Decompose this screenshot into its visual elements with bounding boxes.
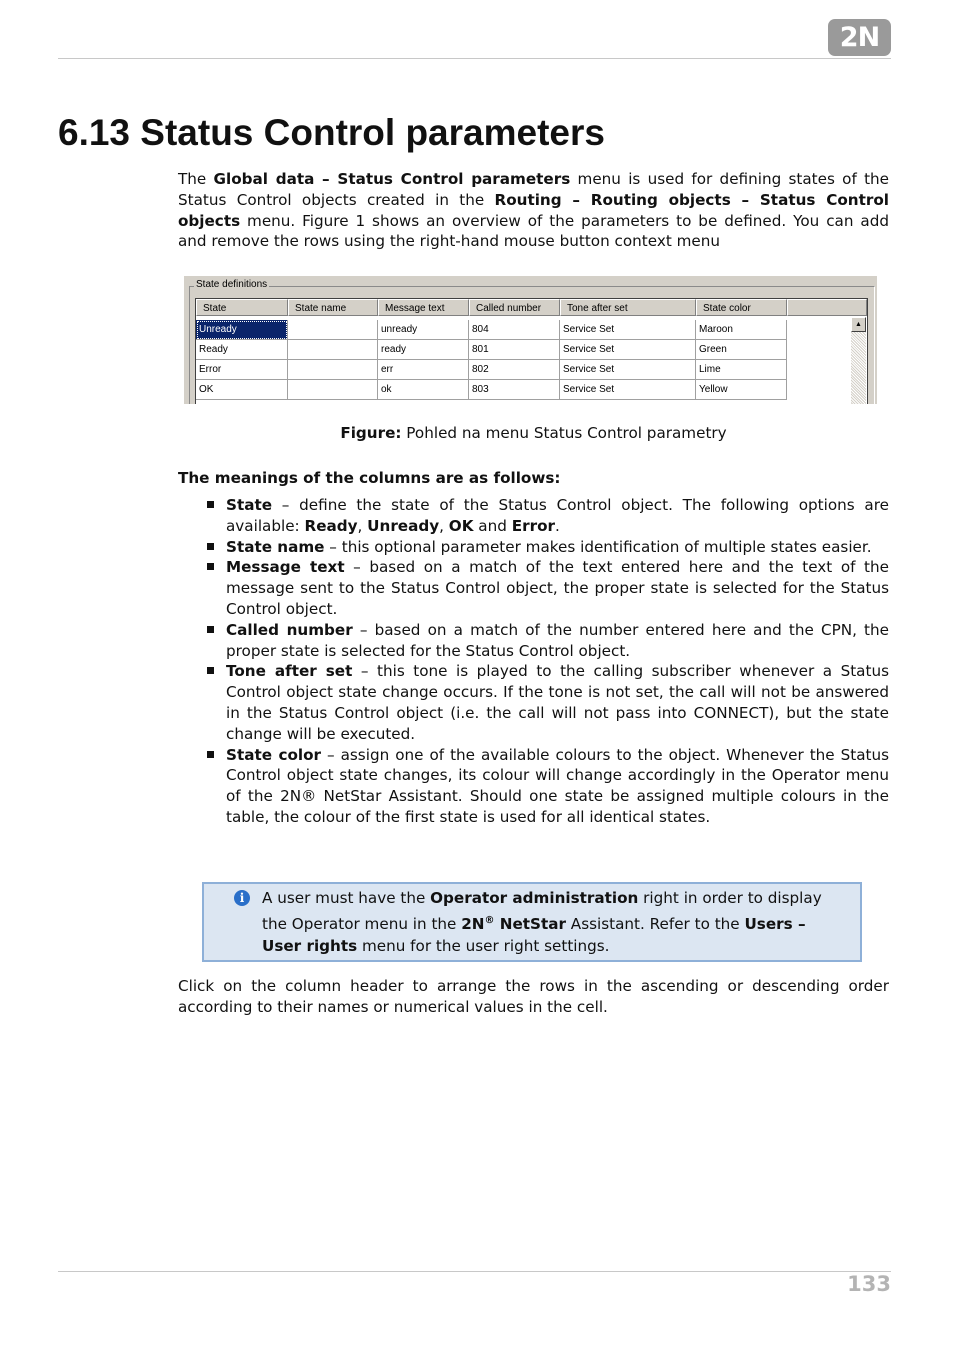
- vertical-scrollbar[interactable]: [851, 317, 866, 404]
- col-header-tone-after-set[interactable]: Tone after set: [560, 299, 696, 316]
- grid-cell[interactable]: OK: [196, 380, 288, 400]
- list-item: Tone after set – this tone is played to the calling subscriber whenever a Status Control object state change occurs. If the tone is not set, the call will not be answered in the Status Control object (i.e. the call will not pass into CONNECT), but the state change will be executed.: [178, 661, 889, 744]
- bullet-square-icon: [207, 501, 214, 508]
- grid-cell[interactable]: 803: [469, 380, 560, 400]
- bullet-square-icon: [207, 667, 214, 674]
- header-rule: [58, 58, 891, 59]
- info-note-box: [202, 882, 862, 962]
- bullet-square-icon: [207, 751, 214, 758]
- grid-cell[interactable]: [288, 360, 378, 380]
- scroll-up-arrow-icon[interactable]: ▲: [851, 317, 866, 332]
- state-grid: [195, 298, 868, 404]
- list-item: State color – assign one of the available colours to the object. Whenever the Status Control object state changes, its colour will change accordingly in the Operator menu of the 2N® NetStar Assistant. Should one state be assigned multiple colours in the table, the colour of the first state is used for all identical states.: [178, 745, 889, 828]
- grid-cell[interactable]: Service Set: [560, 360, 696, 380]
- grid-cell[interactable]: Maroon: [696, 320, 787, 340]
- grid-cell[interactable]: 802: [469, 360, 560, 380]
- info-icon: i: [234, 890, 250, 906]
- bullet-square-icon: [207, 626, 214, 633]
- grid-cell[interactable]: ready: [378, 340, 469, 360]
- bullet-square-icon: [207, 563, 214, 570]
- group-label: State definitions: [196, 279, 268, 290]
- section-heading: The meanings of the columns are as follows:: [178, 469, 561, 487]
- grid-cell[interactable]: 801: [469, 340, 560, 360]
- grid-cell[interactable]: Unready: [196, 320, 288, 340]
- list-item: Message text – based on a match of the text entered here and the text of the message sent to the Status Control object, the proper state is selected for the Status Control object.: [178, 557, 889, 619]
- grid-cell[interactable]: Service Set: [560, 380, 696, 400]
- grid-cell[interactable]: err: [378, 360, 469, 380]
- page-title: 6.13 Status Control parameters: [58, 112, 605, 153]
- column-meanings-list: [178, 495, 889, 828]
- col-header-filler: [787, 299, 867, 316]
- col-header-called-number[interactable]: Called number: [469, 299, 560, 316]
- list-item: State – define the state of the Status Control object. The following options are available: Ready, Unready, OK and Error.: [178, 495, 889, 537]
- intro-paragraph: The Global data – Status Control parameters menu is used for defining states of the Status Control objects created in the Routing – Routing objects – Status Control objects menu. Figure 1 shows an overview of the parameters to be defined. You can add and remove the rows using the right-hand mouse button context menu: [178, 170, 889, 251]
- grid-cell[interactable]: 804: [469, 320, 560, 340]
- grid-cell[interactable]: ok: [378, 380, 469, 400]
- grid-cell[interactable]: Ready: [196, 340, 288, 360]
- list-item: Called number – based on a match of the number entered here and the CPN, the proper state is selected for the Status Control object.: [178, 620, 889, 662]
- grid-cell[interactable]: Lime: [696, 360, 787, 380]
- col-header-state-name[interactable]: State name: [288, 299, 378, 316]
- grid-cell[interactable]: Service Set: [560, 320, 696, 340]
- figure-caption: Figure: Pohled na menu Status Control parametry: [340, 424, 727, 442]
- bullet-square-icon: [207, 543, 214, 550]
- grid-cell[interactable]: Green: [696, 340, 787, 360]
- grid-cell[interactable]: [288, 340, 378, 360]
- note-text: A user must have the Operator administration right in order to display the Operator menu in the 2N® NetStar Assistant. Refer to the Users – User rights menu for the user right settings.: [262, 889, 822, 956]
- grid-cell[interactable]: unready: [378, 320, 469, 340]
- closing-paragraph: Click on the column header to arrange the rows in the ascending or descending order according to their names or numerical values in the cell.: [178, 977, 889, 1016]
- footer-rule: [58, 1271, 891, 1272]
- col-header-state[interactable]: State: [196, 299, 288, 316]
- grid-cell[interactable]: Error: [196, 360, 288, 380]
- col-header-message-text[interactable]: Message text: [378, 299, 469, 316]
- list-item: State name – this optional parameter makes identification of multiple states easier.: [178, 537, 889, 558]
- grid-cell[interactable]: [288, 320, 378, 340]
- grid-cell[interactable]: Yellow: [696, 380, 787, 400]
- state-definitions-screenshot: [184, 276, 877, 404]
- col-header-state-color[interactable]: State color: [696, 299, 787, 316]
- grid-cell[interactable]: Service Set: [560, 340, 696, 360]
- brand-logo: 2N: [828, 19, 891, 56]
- page-number: 133: [847, 1272, 891, 1296]
- grid-cell[interactable]: [288, 380, 378, 400]
